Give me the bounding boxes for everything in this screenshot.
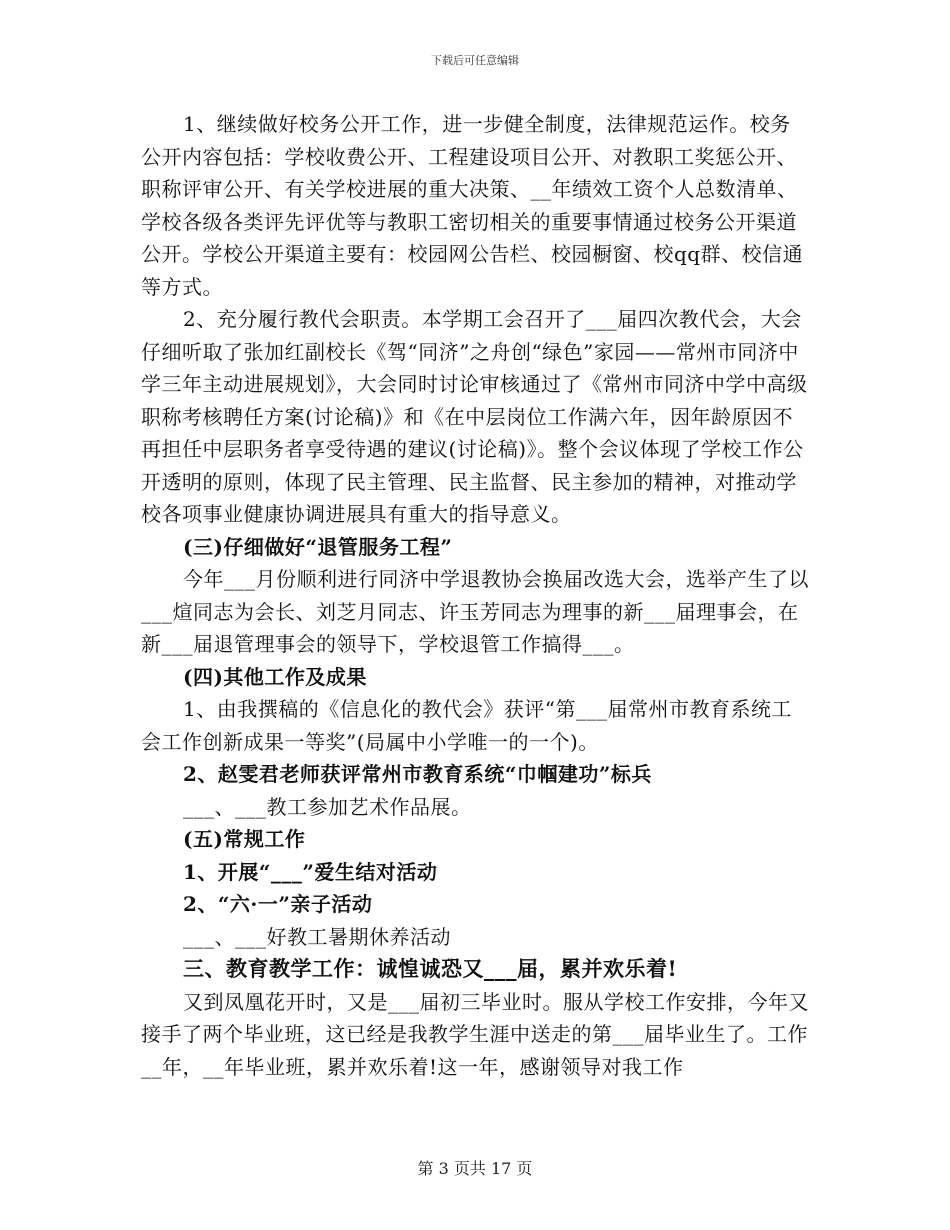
paragraph-3: 今年___月份顺利进行同济中学退教协会换届改选大会，选举产生了以___煊同志为会长、刘芝月同志、许玉芳同志为理事的新___届理事会，在新___届退管理事会的领导下，学校退管工作搞得___。 — [141, 567, 809, 656]
paragraph-9: ___、___好教工暑期休养活动 — [183, 924, 451, 949]
paragraph-5: 2、赵雯君老师获评常州市教育系统“巾帼建功”标兵 — [183, 762, 652, 786]
section-heading-5: (五)常规工作 — [183, 827, 306, 851]
document-body — [141, 108, 811, 1083]
paragraph-6: ___、___教工参加艺术作品展。 — [183, 794, 472, 819]
paragraph-10: 又到凤凰花开时，又是___届初三毕业时。服从学校工作安排，今年又接手了两个毕业班，这已经是我教学生涯中送走的第___届毕业生了。工作__年，__年毕业班，累并欢乐着!这一年，感谢领导对我工作 — [141, 989, 809, 1079]
paragraph-2: 2、充分履行教代会职责。本学期工会召开了___届四次教代会，大会仔细听取了张加红副校长《驾“同济”之舟创“绿色”家园——常州市同济中学三年主动进展规划》，大会同时讨论审核通过了《常州市同济中学中高级职称考核聘任方案(讨论稿)》和《在中层岗位工作满六年，因年龄原因不再担任中层职务者享受待遇的建议(讨论稿)》。整个会议体现了学校工作公开透明的原则，体现了民主管理、民主监督、民主参加的精神，对推动学校各项事业健康协调进展具有重大的指导意义。 — [141, 307, 808, 526]
section-heading-3: (三)仔细做好“退管服务工程” — [183, 534, 453, 559]
page-header: 下载后可任意编辑 — [431, 54, 519, 67]
page-footer: 第 3 页共 17 页 — [417, 1159, 533, 1178]
paragraph-8: 2、“六·一”亲子活动 — [183, 892, 373, 916]
section-heading-4: (四)其他工作及成果 — [183, 664, 367, 689]
chapter-heading-3: 三、教育教学工作：诚惶诚恐又___届，累并欢乐着! — [183, 956, 678, 981]
paragraph-4: 1、由我撰稿的《信息化的教代会》获评“第___届常州市教育系统工会工作创新成果一等奖”(局属中小学唯一的一个)。 — [141, 697, 792, 754]
paragraph-7: 1、开展“___”爱生结对活动 — [183, 859, 438, 884]
paragraph-1: 1、继续做好校务公开工作，进一步健全制度，法律规范运作。校务公开内容包括：学校收费公开、工程建设项目公开、对教职工奖惩公开、职称评审公开、有关学校进展的重大决策、__年绩效工资个人总数清单、学校各级各类评先评优等与教职工密切相关的重要事情通过校务公开渠道公开。学校公开渠道主要有：校园网公告栏、校园橱窗、校qq群、校信通等方式。 — [141, 112, 804, 299]
